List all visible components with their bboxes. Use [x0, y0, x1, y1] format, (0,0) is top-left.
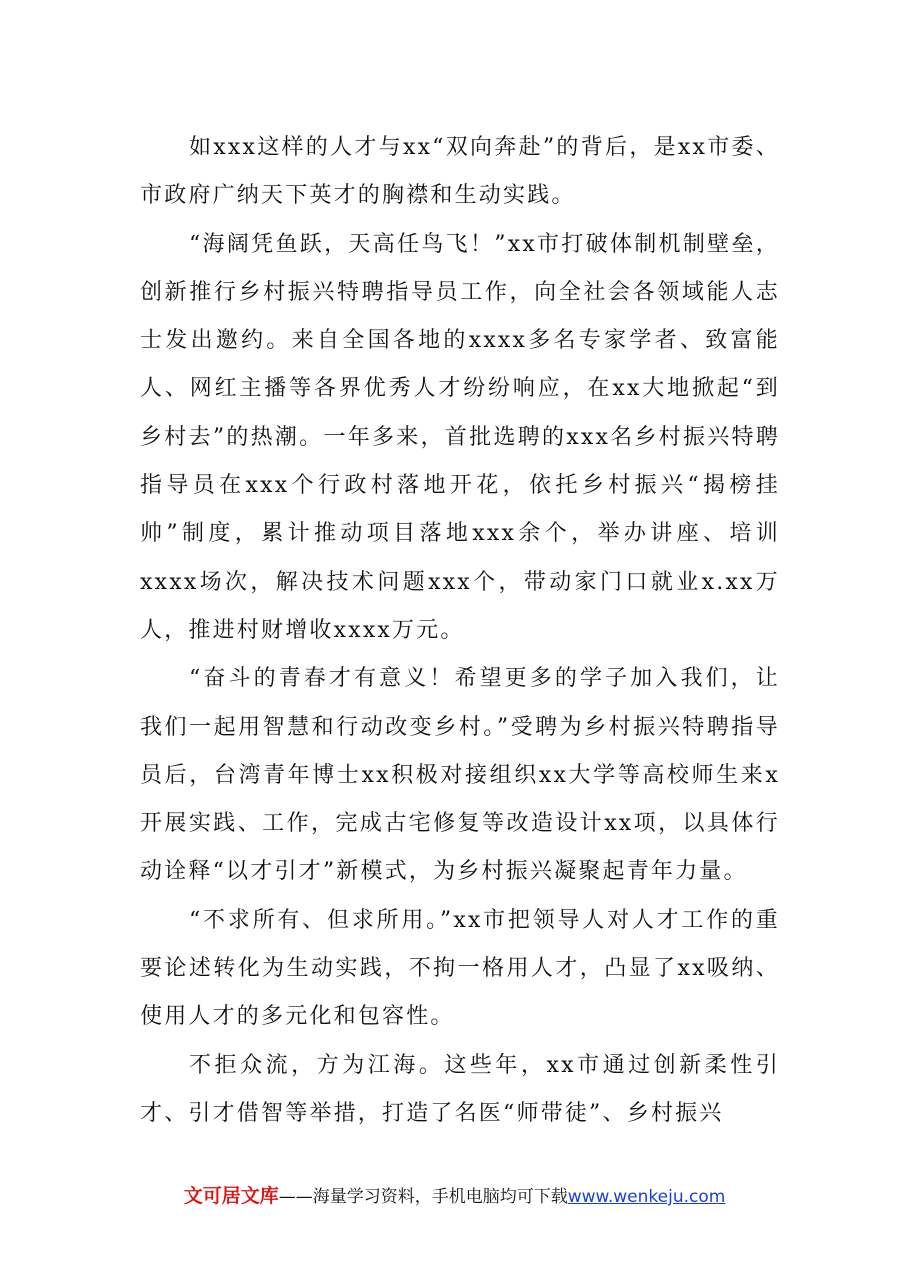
footer-tagline: ——海量学习资料，手机电脑均可下载 [278, 1187, 568, 1207]
paragraph: “海阔凭鱼跃，天高任鸟飞！”xx市打破体制机制壁垒，创新推行乡村振兴特聘指导员工作，向全社会各领域能人志士发出邀约。来自全国各地的xxxx多名专家学者、致富能人、网红主播等各界优秀人才纷纷响应，在xx大地掀起“到乡村去”的热潮。一年多来，首批选聘的xxx名乡村振兴特聘指导员在xxx个行政村落地开花，依托乡村振兴“揭榜挂帅”制度，累计推动项目落地xxx余个，举办讲座、培训xxxx场次，解决技术问题xxx个，带动家门口就业x.xx万人，推进村财增收xxxx万元。 [140, 231, 780, 643]
footer-site-link[interactable]: www.wenkeju.com [567, 1187, 726, 1207]
paragraph: “不求所有、但求所用。”xx市把领导人对人才工作的重要论述转化为生动实践，不拘一格用人才，凸显了xx吸纳、使用人才的多元化和包容性。 [140, 907, 780, 1030]
paragraph: 如xxx这样的人才与xx“双向奔赴”的背后，是xx市委、市政府广纳天下英才的胸襟和生动实践。 [140, 135, 780, 209]
footer-banner [0, 1182, 909, 1211]
footer-brand: 文可居文库 [183, 1185, 279, 1207]
article-body [140, 124, 780, 1138]
paragraph: “奋斗的青春才有意义！希望更多的学子加入我们，让我们一起用智慧和行动改变乡村。”受聘为乡村振兴特聘指导员后，台湾青年博士xx积极对接组织xx大学等高校师生来x开展实践、工作，完成古宅修复等改造设计xx项，以具体行动诠释“以才引才”新模式，为乡村振兴凝聚起青年力量。 [140, 666, 780, 885]
paragraph: 不拒众流，方为江海。这些年，xx市通过创新柔性引才、引才借智等举措，打造了名医“师带徒”、乡村振兴 [140, 1052, 780, 1126]
